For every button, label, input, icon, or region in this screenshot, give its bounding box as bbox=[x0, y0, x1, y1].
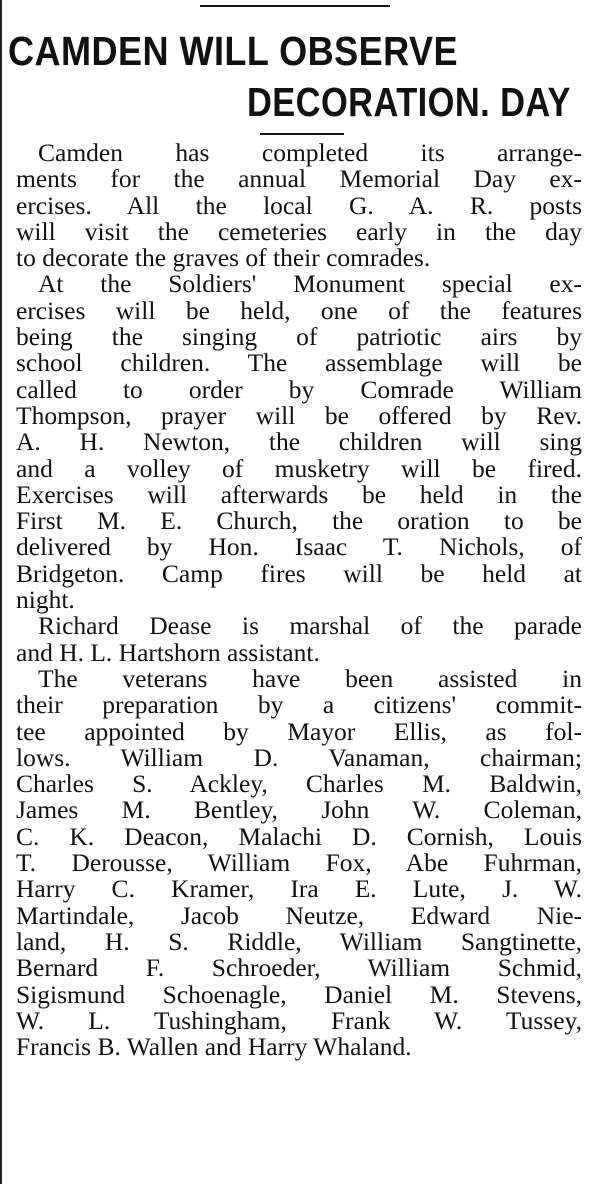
text-line: James M. Bentley, John W. Coleman, bbox=[16, 795, 582, 825]
text-line: First M. E. Church, the oration to be bbox=[16, 506, 582, 536]
text-line: A. H. Newton, the children will sing bbox=[16, 427, 582, 457]
paragraph bbox=[16, 613, 582, 666]
text-line: will visit the cemeteries early in the day bbox=[16, 216, 582, 246]
text-line: W. L. Tushingham, Frank W. Tussey, bbox=[16, 1005, 582, 1035]
text-line: Martindale, Jacob Neutze, Edward Nie- bbox=[16, 900, 582, 930]
top-rule bbox=[200, 5, 390, 7]
text-line: being the singing of patriotic airs by bbox=[16, 322, 582, 352]
text-line: ercises will be held, one of the features bbox=[16, 295, 582, 325]
text-line: Richard Dease is marshal of the parade bbox=[38, 611, 582, 641]
text-line: night. bbox=[16, 585, 75, 615]
text-line: Charles S. Ackley, Charles M. Baldwin, bbox=[16, 769, 582, 799]
text-line: lows. William D. Vanaman, chairman; bbox=[16, 742, 582, 772]
text-line: and a volley of musketry will be fired. bbox=[16, 453, 582, 483]
text-line: Sigismund Schoenagle, Daniel M. Stevens, bbox=[16, 979, 582, 1009]
text-line: school children. The assemblage will be bbox=[16, 348, 582, 378]
text-line: Harry C. Kramer, Ira E. Lute, J. W. bbox=[16, 874, 582, 904]
text-line: C. K. Deacon, Malachi D. Cornish, Louis bbox=[16, 821, 582, 851]
headline-line-2: DECORATION. DAY bbox=[247, 79, 571, 125]
text-line: Exercises will afterwards be held in the bbox=[16, 479, 582, 509]
text-line: T. Derousse, William Fox, Abe Fuhrman, bbox=[16, 848, 582, 878]
text-line: land, H. S. Riddle, William Sangtinette, bbox=[16, 926, 582, 956]
text-line: to decorate the graves of their comrades. bbox=[16, 243, 431, 273]
text-line: ercises. All the local G. A. R. posts bbox=[16, 190, 582, 220]
text-line: tee appointed by Mayor Ellis, as fol- bbox=[16, 716, 582, 746]
text-line: Bridgeton. Camp fires will be held at bbox=[16, 558, 582, 588]
text-line: Camden has completed its arrange- bbox=[38, 138, 582, 167]
text-line: At the Soldiers' Monument special ex- bbox=[38, 269, 582, 299]
paragraph bbox=[16, 140, 582, 271]
text-line: The veterans have been assisted in bbox=[38, 663, 582, 693]
text-line: Thompson, prayer will be offered by Rev. bbox=[16, 400, 582, 430]
text-line: Bernard F. Schroeder, William Schmid, bbox=[16, 953, 582, 983]
text-line: Francis B. Wallen and Harry Whaland. bbox=[16, 1032, 412, 1062]
text-line: delivered by Hon. Isaac T. Nichols, of bbox=[16, 532, 582, 562]
text-line: their preparation by a citizens' commit- bbox=[16, 690, 582, 720]
text-line: and H. L. Hartshorn assistant. bbox=[16, 637, 320, 667]
text-line: ments for the annual Memorial Day ex- bbox=[16, 164, 582, 194]
paragraph bbox=[16, 271, 582, 613]
article-body bbox=[16, 140, 582, 1060]
headline-line-1: CAMDEN WILL OBSERVE bbox=[8, 28, 459, 74]
text-line: called to order by Comrade William bbox=[16, 374, 582, 404]
paragraph bbox=[16, 663, 582, 1062]
headline-rule bbox=[260, 133, 344, 135]
